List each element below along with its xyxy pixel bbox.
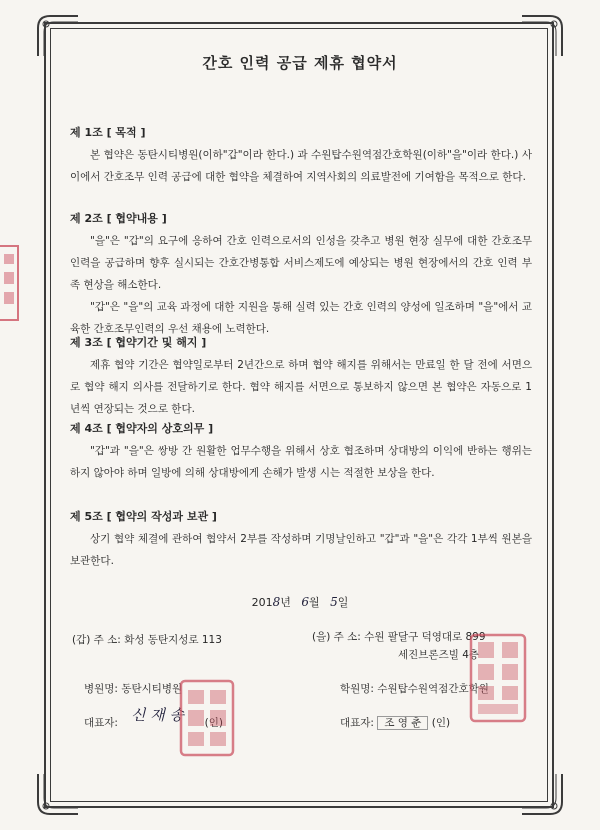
party-a-seal-stamp xyxy=(178,678,236,758)
article-1 xyxy=(70,122,532,188)
article-5 xyxy=(70,506,532,572)
party-a-name-label: 병원명: xyxy=(84,683,118,695)
date-month-handwritten: 6 xyxy=(301,595,309,609)
party-a-address xyxy=(72,631,222,649)
party-a-address-label: (갑) 주 소: xyxy=(72,634,121,646)
date-year-prefix: 201 xyxy=(251,596,273,609)
agreement-date xyxy=(0,594,600,610)
article-heading: 제 2조 [ 협약내용 ] xyxy=(70,212,167,225)
article-paragraph: "갑"과 "을"은 쌍방 간 원활한 업무수행을 위해서 상호 협조하며 상대방의 이익에 반하는 행위는 하지 않아야 하며 일방에 의해 상대방에게 손해가 발생 시는 적절한 보상을 한다. xyxy=(70,445,532,479)
article-paragraph: 제휴 협약 기간은 협약일로부터 2년간으로 하며 협약 해지를 위해서는 만료일 한 달 전에 서면으로 협약 해지 의사를 전달하기로 한다. 협약 해지를 서면으로 통보하지 않으면 본 협약은 자동으로 1년씩 연장되는 것으로 한다. xyxy=(70,359,532,415)
date-day-handwritten: 5 xyxy=(330,595,338,609)
corner-ornament-bottom-left xyxy=(34,772,80,818)
party-b-name xyxy=(340,680,489,698)
date-day-label: 일 xyxy=(337,596,349,609)
party-a-rep-label: 대표자: xyxy=(84,717,118,729)
party-a-seal-mark: (인) xyxy=(204,717,223,729)
party-b-address-line1: 수원 팔달구 덕영대로 899 xyxy=(364,631,486,643)
article-paragraph: 본 협약은 동탄시티병원(이하"갑"이라 한다.) 과 수원탑수원역점간호학원(이하"을"이라 한다.) 사이에서 간호조무 인력 공급에 대한 협약을 체결하여 지역사회의 의료발전에 기여함을 목적으로 한다. xyxy=(70,149,532,183)
party-a-signature: 신 재 송 xyxy=(131,706,185,724)
party-b-address xyxy=(312,628,486,664)
date-year-label: 년 xyxy=(280,596,291,609)
party-a-name-value: 동탄시티병원 xyxy=(121,683,183,695)
article-paragraph: "을"은 "갑"의 요구에 응하여 간호 인력으로서의 인성을 갖추고 병원 현장 실무에 대한 간호조무 인력을 공급하며 향후 실시되는 간호간병통합 서비스제도에 예상되는 병원 현장에서의 간호 인력 부족 현상을 해소한다. xyxy=(70,235,532,291)
date-month-label: 월 xyxy=(309,596,320,609)
date-year-handwritten: 8 xyxy=(272,595,281,609)
article-heading: 제 3조 [ 협약기간 및 해지 ] xyxy=(70,336,207,349)
party-b-name-value: 수원탑수원역점간호학원 xyxy=(377,683,489,695)
party-b-rep-label: 대표자: xyxy=(340,717,374,729)
party-b-representative xyxy=(340,714,450,732)
article-heading: 제 5조 [ 협약의 작성과 보관 ] xyxy=(70,510,217,523)
article-paragraph: "갑"은 "을"의 교육 과정에 대한 지원을 통해 실력 있는 간호 인력의 양성에 일조하며 "을"에서 교육한 간호조무인력의 우선 채용에 노력한다. xyxy=(70,301,532,335)
article-heading: 제 1조 [ 목적 ] xyxy=(70,126,146,139)
article-3 xyxy=(70,332,532,420)
page-title: 간호 인력 공급 제휴 협약서 xyxy=(202,54,398,72)
article-heading: 제 4조 [ 협약자의 상호의무 ] xyxy=(70,422,214,435)
party-b-rep-name: 조 영 춘 xyxy=(377,716,428,730)
edge-seal-stamp xyxy=(0,244,22,322)
article-2 xyxy=(70,208,532,340)
party-b-seal-mark: (인) xyxy=(431,717,451,729)
party-b-address-line2: 세진브론즈빌 4층 xyxy=(398,649,480,661)
party-b-address-label: (을) 주 소: xyxy=(312,631,361,643)
article-4 xyxy=(70,418,532,484)
party-b-name-label: 학원명: xyxy=(340,683,374,695)
party-b-seal-stamp xyxy=(468,632,528,724)
party-a-address-value: 화성 동탄지성로 113 xyxy=(124,634,222,646)
corner-ornament-bottom-right xyxy=(520,772,566,818)
party-a-name xyxy=(84,680,182,698)
article-paragraph: 상기 협약 체결에 관하여 협약서 2부를 작성하며 기명날인하고 "갑"과 "을"은 각각 1부씩 원본을 보관한다. xyxy=(70,533,532,567)
